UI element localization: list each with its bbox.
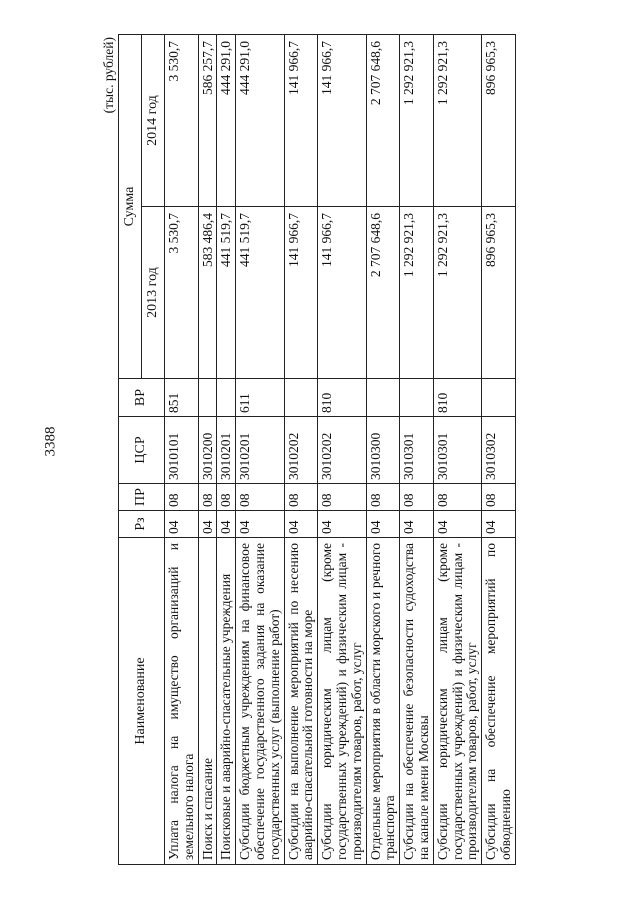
header-pr: ПР [119, 484, 165, 511]
row-name: Субсидии юридическим лицам (кроме государственных учреждений) и физическим лицам - производителям товаров, работ, услуг [433, 538, 481, 865]
row-csr: 3010300 [366, 417, 400, 484]
row-2013: 141 966,7 [284, 207, 318, 379]
row-rz: 04 [433, 511, 481, 538]
table-row [400, 35, 434, 865]
row-pr: 08 [318, 484, 366, 511]
rotated-page-content [100, 35, 525, 865]
row-csr: 3010301 [433, 417, 481, 484]
row-rz: 04 [482, 511, 516, 538]
row-name: Субсидии юридическим лицам (кроме государственных учреждений) и физическим лицам - производителям товаров, работ, услуг [318, 538, 366, 865]
row-pr: 08 [433, 484, 481, 511]
row-2013: 441 519,7 [236, 207, 284, 379]
row-csr: 3010101 [165, 417, 199, 484]
table-row [433, 35, 481, 865]
row-2014: 444 291,0 [217, 35, 236, 207]
row-rz: 04 [400, 511, 434, 538]
header-rz: Рз [119, 511, 165, 538]
row-vr: 851 [165, 379, 199, 417]
row-vr [217, 379, 236, 417]
row-name: Субсидии на обеспечение безопасности судоходства на канале имени Москвы [400, 538, 434, 865]
header-vr: ВР [119, 379, 165, 417]
row-2014: 3 530,7 [165, 35, 199, 207]
row-2013: 896 965,3 [482, 207, 516, 379]
table-row [284, 35, 318, 865]
table-row [236, 35, 284, 865]
row-rz: 04 [318, 511, 366, 538]
row-name: Субсидии на обеспечение мероприятий по обводнению [482, 538, 516, 865]
table-row [482, 35, 516, 865]
row-rz: 04 [198, 511, 217, 538]
table-row [165, 35, 199, 865]
page-number: 3388 [42, 426, 59, 457]
row-name: Поисковые и аварийно-спасательные учреждения [217, 538, 236, 865]
row-csr: 3010301 [400, 417, 434, 484]
row-rz: 04 [366, 511, 400, 538]
budget-table [118, 34, 516, 865]
row-pr: 08 [236, 484, 284, 511]
row-2014: 586 257,7 [198, 35, 217, 207]
row-2013: 1 292 921,3 [400, 207, 434, 379]
header-2014: 2014 год [142, 35, 165, 207]
row-pr: 08 [284, 484, 318, 511]
row-2014: 2 707 648,6 [366, 35, 400, 207]
row-vr [198, 379, 217, 417]
row-pr: 08 [217, 484, 236, 511]
row-csr: 3010201 [217, 417, 236, 484]
row-pr: 08 [482, 484, 516, 511]
row-2013: 583 486,4 [198, 207, 217, 379]
row-vr [284, 379, 318, 417]
row-csr: 3010201 [236, 417, 284, 484]
row-2014: 444 291,0 [236, 35, 284, 207]
units-label: (тыс. рублей) [101, 37, 116, 114]
header-csr: ЦСР [119, 417, 165, 484]
row-name: Субсидии на выполнение мероприятий по несению аварийно-спасательной готовности на море [284, 538, 318, 865]
row-rz: 04 [236, 511, 284, 538]
row-pr: 08 [198, 484, 217, 511]
row-vr [366, 379, 400, 417]
row-csr: 3010202 [318, 417, 366, 484]
row-csr: 3010202 [284, 417, 318, 484]
row-rz: 04 [165, 511, 199, 538]
row-2013: 1 292 921,3 [433, 207, 481, 379]
header-2013: 2013 год [142, 207, 165, 379]
row-2013: 141 966,7 [318, 207, 366, 379]
row-2014: 141 966,7 [284, 35, 318, 207]
header-row [119, 35, 142, 865]
row-vr: 810 [318, 379, 366, 417]
row-pr: 08 [165, 484, 199, 511]
row-2013: 3 530,7 [165, 207, 199, 379]
row-name: Отдельные мероприятия в области морского и речного транспорта [366, 538, 400, 865]
row-vr: 810 [433, 379, 481, 417]
row-rz: 04 [284, 511, 318, 538]
header-sum: Сумма [119, 35, 142, 379]
row-rz: 04 [217, 511, 236, 538]
row-vr [400, 379, 434, 417]
row-csr: 3010200 [198, 417, 217, 484]
row-2014: 1 292 921,3 [400, 35, 434, 207]
row-2014: 1 292 921,3 [433, 35, 481, 207]
row-vr: 611 [236, 379, 284, 417]
row-vr [482, 379, 516, 417]
row-2014: 141 966,7 [318, 35, 366, 207]
row-pr: 08 [400, 484, 434, 511]
table-row [318, 35, 366, 865]
row-2014: 896 965,3 [482, 35, 516, 207]
table-row [217, 35, 236, 865]
row-2013: 441 519,7 [217, 207, 236, 379]
row-name: Субсидии бюджетным учреждениям на финансовое обеспечение государственного задания на оказание государственных услуг (выполнение работ) [236, 538, 284, 865]
header-name: Наименование [119, 538, 165, 865]
table-row [366, 35, 400, 865]
row-2013: 2 707 648,6 [366, 207, 400, 379]
row-csr: 3010302 [482, 417, 516, 484]
table-row [198, 35, 217, 865]
row-name: Поиск и спасание [198, 538, 217, 865]
row-pr: 08 [366, 484, 400, 511]
row-name: Уплата налога на имущество организаций и земельного налога [165, 538, 199, 865]
